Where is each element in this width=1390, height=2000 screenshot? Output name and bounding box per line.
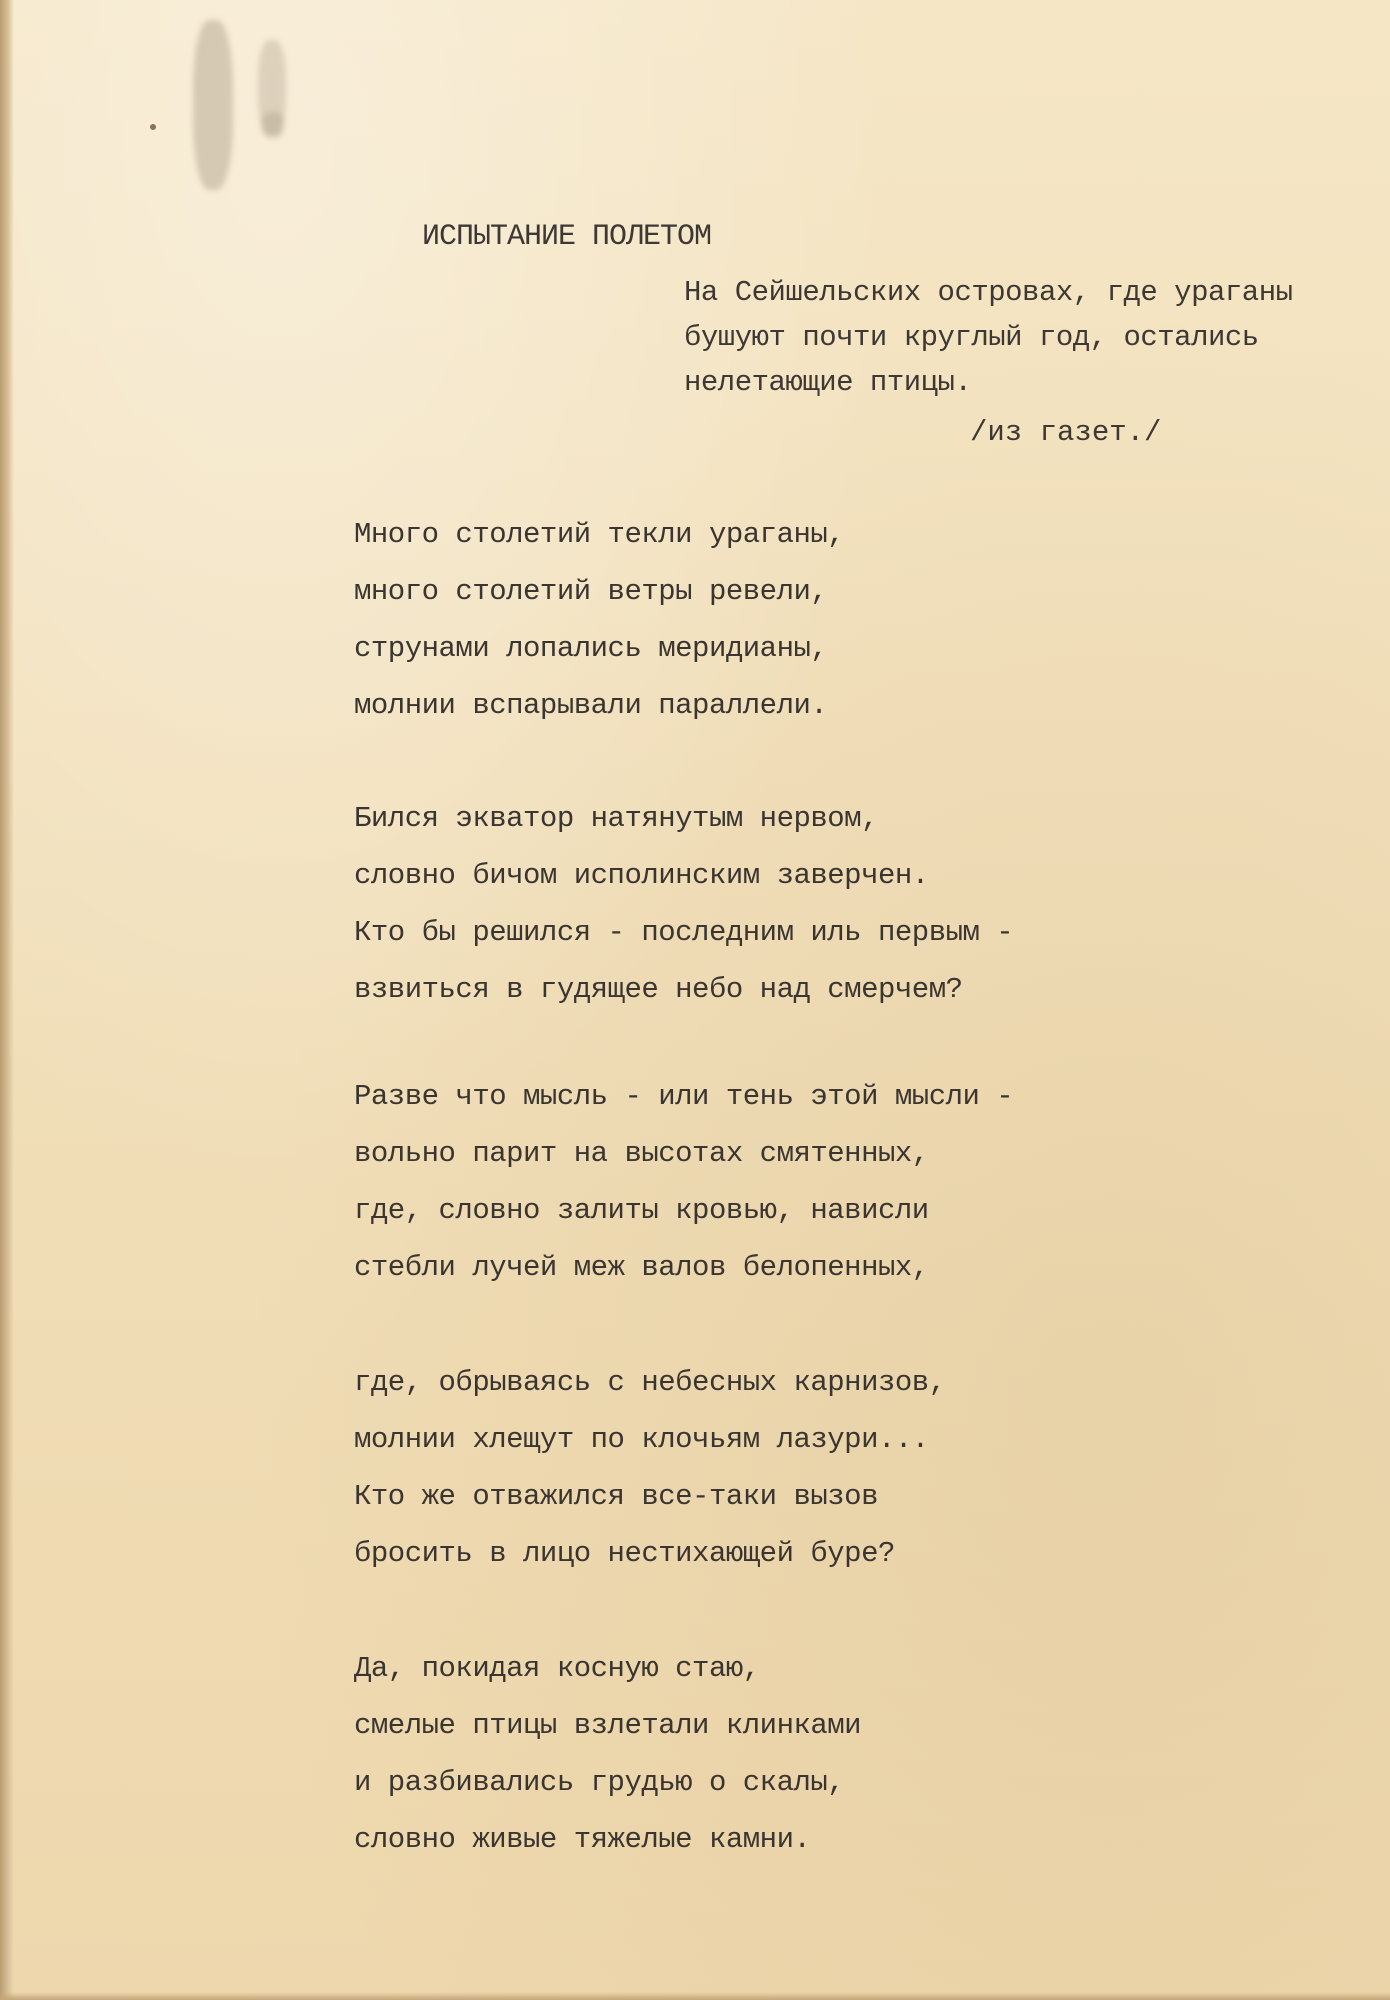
epigraph-line: На Сейшельских островах, где ураганы	[684, 276, 1293, 309]
epigraph-source: /из газет./	[970, 416, 1162, 449]
poem-line: словно бичом исполинским заверчен.	[354, 859, 929, 892]
poem-line: и разбивались грудью о скалы,	[354, 1766, 845, 1799]
poem-line: стебли лучей меж валов белопенных,	[354, 1251, 929, 1284]
poem-line: Кто бы решился - последним иль первым -	[354, 916, 1014, 949]
paper-left-edge	[0, 0, 14, 2000]
paper-speck	[150, 124, 156, 130]
poem-line: Много столетий текли ураганы,	[354, 518, 845, 551]
poem-line: много столетий ветры ревели,	[354, 575, 828, 608]
poem-line: молнии хлещут по клочьям лазури...	[354, 1423, 929, 1456]
paper-stain	[193, 20, 233, 190]
epigraph	[684, 270, 1293, 405]
poem-line: струнами лопались меридианы,	[354, 632, 828, 665]
poem-line: Бился экватор натянутым нервом,	[354, 802, 878, 835]
epigraph-line: нелетающие птицы.	[684, 366, 972, 399]
poem-line: где, обрываясь с небесных карнизов,	[354, 1366, 946, 1399]
poem-title: ИСПЫТАНИЕ ПОЛЕТОМ	[422, 220, 712, 254]
paper-stain	[262, 112, 284, 138]
poem-line: бросить в лицо нестихающей буре?	[354, 1537, 895, 1570]
poem-line: Разве что мысль - или тень этой мысли -	[354, 1080, 1014, 1113]
poem-line: где, словно залиты кровью, нависли	[354, 1194, 929, 1227]
poem-line: Кто же отважился все-таки вызов	[354, 1480, 878, 1513]
epigraph-line: бушуют почти круглый год, остались	[684, 321, 1259, 354]
stanza-5	[354, 1640, 861, 1868]
poem-line: молнии вспарывали параллели.	[354, 689, 828, 722]
stanza-2	[354, 790, 1013, 1018]
poem-line: словно живые тяжелые камни.	[354, 1823, 811, 1856]
stanza-3	[354, 1068, 1013, 1296]
poem-line: смелые птицы взлетали клинками	[354, 1709, 862, 1742]
paper-bottom-edge	[0, 1992, 1390, 2000]
poem-line: вольно парит на высотах смятенных,	[354, 1137, 929, 1170]
poem-line: Да, покидая косную стаю,	[354, 1652, 760, 1685]
stanza-1	[354, 506, 844, 734]
poem-line: взвиться в гудящее небо над смерчем?	[354, 973, 963, 1006]
stanza-4	[354, 1354, 946, 1582]
